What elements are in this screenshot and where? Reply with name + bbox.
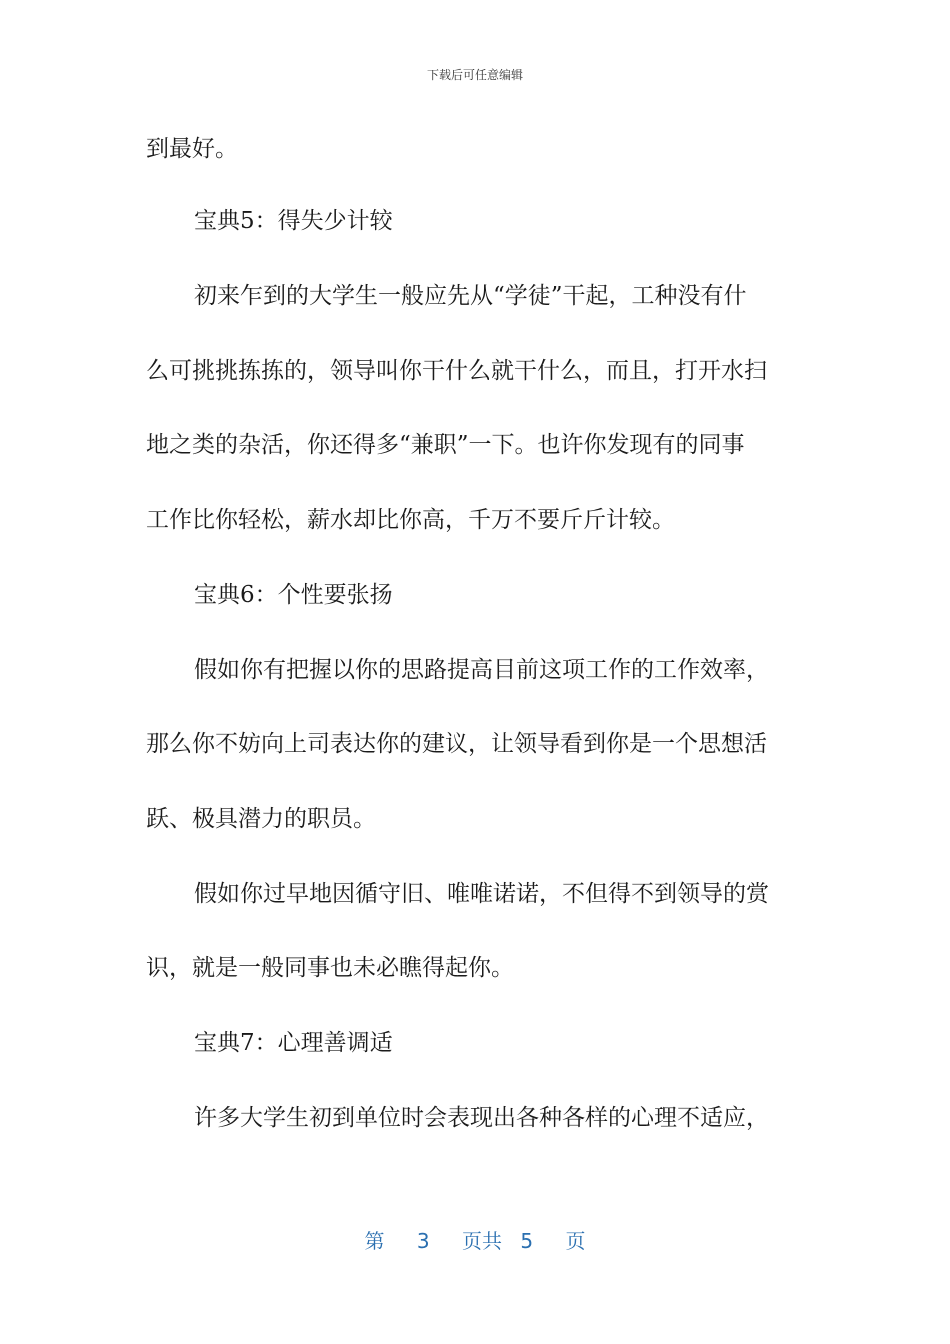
body-line: 地之类的杂活，你还得多“兼职”一下。也许你发现有的同事 — [146, 432, 745, 458]
section-heading: 宝典6：个性要张扬 — [194, 582, 393, 608]
footer-prefix: 第 — [364, 1229, 385, 1253]
total-pages-number: 5 — [520, 1229, 534, 1253]
body-line: 么可挑挑拣拣的，领导叫你干什么就干什么，而且，打开水扫 — [146, 358, 767, 384]
body-line: 初来乍到的大学生一般应先从“学徒”干起，工种没有什 — [194, 283, 747, 309]
body-line: 识，就是一般同事也未必瞧得起你。 — [146, 955, 514, 981]
section-heading: 宝典7：心理善调适 — [194, 1030, 393, 1056]
body-line: 那么你不妨向上司表达你的建议，让领导看到你是一个思想活 — [146, 731, 767, 757]
body-line: 到最好。 — [146, 136, 238, 162]
body-line: 许多大学生初到单位时会表现出各种各样的心理不适应， — [194, 1105, 769, 1131]
page-footer — [0, 1225, 950, 1254]
body-line: 工作比你轻松，薪水却比你高，千万不要斤斤计较。 — [146, 507, 675, 533]
body-line: 假如你过早地因循守旧、唯唯诺诺，不但得不到领导的赏 — [194, 881, 769, 907]
body-line: 假如你有把握以你的思路提高目前这项工作的工作效率， — [194, 657, 769, 683]
body-line: 跃、极具潜力的职员。 — [146, 806, 376, 832]
footer-suffix: 页 — [565, 1229, 586, 1253]
page-header-note: 下载后可任意编辑 — [426, 68, 523, 82]
section-heading: 宝典5：得失少计较 — [194, 208, 393, 234]
current-page-number: 3 — [416, 1229, 430, 1253]
footer-middle: 页共 — [462, 1229, 502, 1253]
